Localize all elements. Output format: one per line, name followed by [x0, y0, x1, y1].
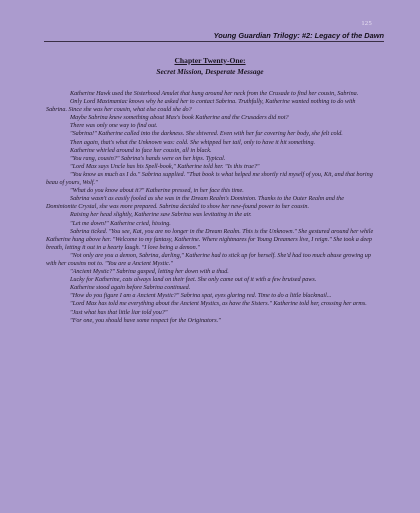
paragraph: "Let me down!" Katherine cried, hissing. — [70, 220, 171, 227]
page-number: 125 — [361, 20, 372, 27]
paragraph: "Ancient Mystic?" Sabrina gasped, letting her down with a thud. — [70, 269, 229, 276]
paragraph: Only Lord Maximaniac knows why he asked her to contact Sabrina. Truthfully, Katherine wanted nothing to do with Sabrina. Since she was her cousin, what else could she do? — [46, 99, 356, 114]
paragraph: "Lord Max says Uncle has his Spell-book," Katherine told her. "Is this true?" — [70, 163, 260, 170]
paragraph: "How do you figure I am a Ancient Mystic?" Sabrina spat, eyes glaring red. Time to do a little blackmail... — [70, 293, 332, 300]
paragraph: "For one, you should have some respect for the Originators." — [70, 317, 221, 324]
paragraph: "What do you know about it?" Katherine pressed, in her face this time. — [70, 188, 244, 195]
paragraph: "Lord Max has told me everything about the Ancient Mystics, as have the Sisters." Katherine told her, crossing her arms. — [70, 301, 367, 308]
paragraph: Katherine whirled around to face her cousin, all in black. — [70, 147, 212, 154]
paragraph: Lucky for Katherine, cats always land on their feet. She only came out of it with a few bruised paws. — [70, 277, 317, 284]
paragraph: Raising her head slightly, Katherine saw Sabrina was levitating in the air. — [70, 212, 252, 219]
paragraph: "You rang, cousin?" Sabrina's hands were on her hips. Typical. — [70, 155, 226, 162]
chapter-body — [46, 90, 374, 325]
paragraph: Katherine stood again before Sabrina continued. — [70, 285, 191, 292]
paragraph: Maybe Sabrina knew something about Max's book Katherine and the Crusaders did not? — [70, 115, 289, 122]
paragraph: There was only one way to find out. — [70, 123, 158, 130]
paragraph: "Sabrina!" Katherine called into the darkness. She shivered. Even with her fur covering her body, she felt cold. — [70, 131, 343, 138]
paragraph: Then again, that's what the Unknown was: cold. She whipped her tail, only to have it hit something. — [70, 139, 316, 146]
paragraph: Sabrina ticked. "You see, Kat, you are no longer in the Dream Realm. This is the Unknown." She gestured around her while Katherine hung above her. "Welcome to my fantasy, Katherine. Where nightmares for Young Dreamers live, I reign." She took a deep breath, letting it out in a hearty laugh. "I love being a demon." — [46, 228, 374, 251]
paragraph: Sabrina wasn't as easily fooled as she was in the Dream Realm's Dominion. Thanks to the Outer Realm and the Dominionite Crystal, she was more prepared. Sabrina decided to show her new-found power to her cousin. — [46, 196, 344, 211]
paragraph: "Not only are you a demon, Sabrina, darling," Katherine had to stick up for herself. She'd had too much abuse growing up with her cousins not to. "You are a Ancient Mystic." — [46, 252, 371, 267]
chapter-title: Chapter Twenty-One: — [174, 56, 246, 65]
paragraph: "You know as much as I do." Sabrina supplied. "That book is what helped me shortly rid myself of you, Kit, and that boring beau of yours, Wolf." — [46, 171, 373, 187]
chapter-heading — [0, 56, 420, 76]
paragraph: "Just what has that little liar told you?" — [70, 309, 168, 316]
paragraph: Katherine Hawk used the Sisterhood Amulet that hung around her neck from the Crusade to find her cousin, Sabrina. — [70, 91, 359, 97]
chapter-subtitle: Secret Mission, Desperate Message — [156, 67, 264, 76]
running-header: Young Guardian Trilogy: #2: Legacy of the Dawn — [44, 31, 384, 42]
